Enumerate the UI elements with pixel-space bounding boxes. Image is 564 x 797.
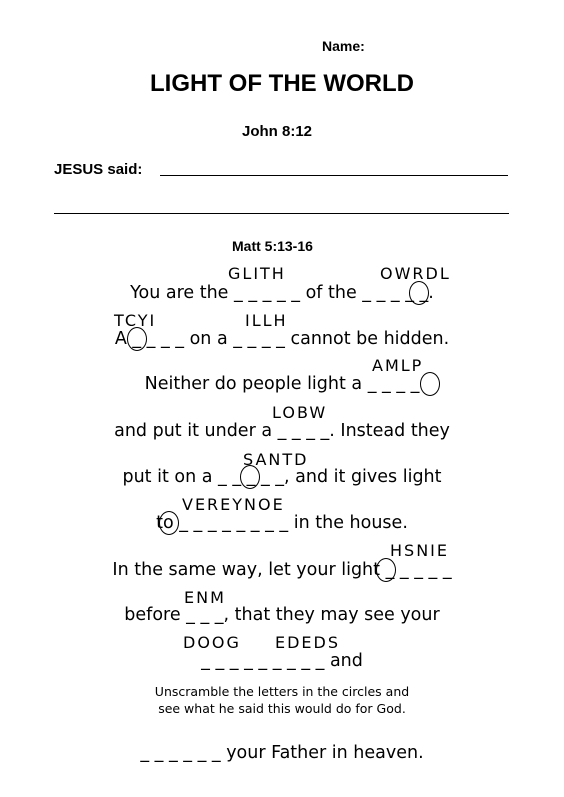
verse-reference-matthew: Matt 5:13-16 xyxy=(232,238,313,254)
letter-circle xyxy=(409,281,429,305)
letter-circle xyxy=(159,511,179,535)
scrambled-word-light: GLITH xyxy=(228,264,286,283)
verse-line-7[interactable]: In the same way, let your light _ _ _ _ _ xyxy=(112,560,452,580)
letter-circle xyxy=(240,465,260,489)
scrambled-word-good: DOOG xyxy=(183,633,241,652)
verse-line-6[interactable]: to _ _ _ _ _ _ _ _ in the house. xyxy=(156,513,408,533)
letter-circle xyxy=(127,327,147,351)
scrambled-word-shine: HSNIE xyxy=(390,541,449,560)
scrambled-word-stand: SANTD xyxy=(243,450,309,469)
verse-reference-john: John 8:12 xyxy=(242,123,313,140)
scrambled-word-bowl: LOBW xyxy=(272,403,328,422)
name-label: Name: xyxy=(322,38,365,54)
instructions-line-2: see what he said this would do for God. xyxy=(158,701,406,716)
answer-line-1[interactable] xyxy=(160,175,508,176)
verse-line-5[interactable]: put it on a _ _ _ _ _, and it gives light xyxy=(122,467,442,487)
instructions-line-1: Unscramble the letters in the circles and xyxy=(154,684,410,699)
verse-line-10[interactable]: _ _ _ _ _ _ your Father in heaven. xyxy=(140,743,424,763)
verse-line-8[interactable]: before _ _ _, that they may see your xyxy=(124,605,440,625)
letter-circle xyxy=(420,372,440,396)
scrambled-word-hill: ILLH xyxy=(245,311,288,330)
verse-line-4[interactable]: and put it under a _ _ _ _. Instead they xyxy=(114,421,450,441)
verse-line-3[interactable]: Neither do people light a _ _ _ _ xyxy=(144,374,420,394)
scrambled-word-deeds: EDEDS xyxy=(275,633,341,652)
scrambled-word-lamp: AMLP xyxy=(372,356,424,375)
letter-circle xyxy=(376,558,396,582)
page-title: LIGHT OF THE WORLD xyxy=(150,70,414,97)
scrambled-word-city: TCYI xyxy=(114,311,157,330)
verse-line-2[interactable]: A _ _ _ _ on a _ _ _ _ cannot be hidden. xyxy=(114,329,450,349)
verse-line-9[interactable]: _ _ _ _ _ _ _ _ _ and xyxy=(201,651,363,671)
scrambled-word-men: ENM xyxy=(184,588,226,607)
scrambled-word-world: OWRDL xyxy=(380,264,451,283)
verse-line-1[interactable]: You are the _ _ _ _ _ of the _ _ _ _ _. xyxy=(130,283,434,303)
answer-line-2[interactable] xyxy=(54,213,509,214)
scrambled-word-everyone: VEREYNOE xyxy=(182,495,285,514)
jesus-said-label: JESUS said: xyxy=(54,161,143,178)
